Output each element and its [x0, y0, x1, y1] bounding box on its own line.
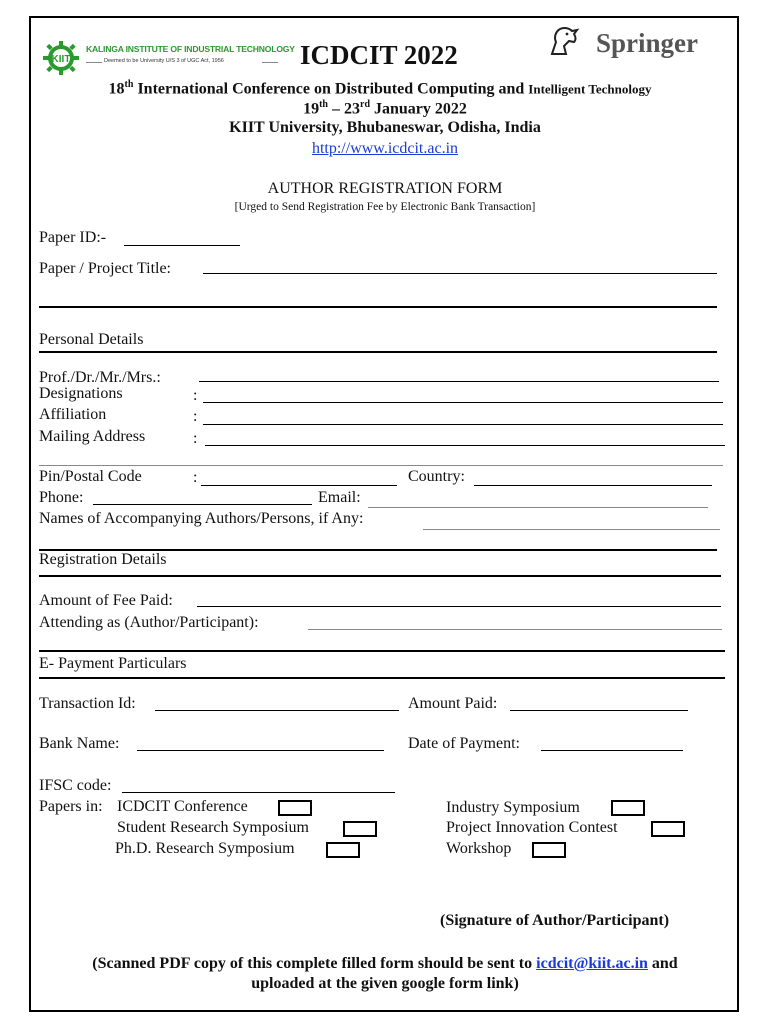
registration-details-rule [39, 575, 721, 577]
paper-title-label: Paper / Project Title: [39, 260, 171, 277]
phone-label: Phone: [39, 489, 84, 506]
payment-date-label: Date of Payment: [408, 735, 520, 752]
attending-as-input[interactable] [308, 629, 722, 630]
e-payment-rule [39, 677, 725, 679]
paper-id-input[interactable] [124, 245, 240, 246]
designation-input[interactable] [203, 402, 723, 403]
papers-in-label: Papers in: [39, 798, 103, 815]
salutation-input[interactable] [199, 381, 719, 382]
mailing-address-colon: : [193, 430, 198, 447]
pin-code-label: Pin/Postal Code [39, 468, 142, 485]
paper-id-label: Paper ID:- [39, 229, 107, 246]
affiliation-colon: : [193, 408, 198, 425]
paper-option-icdcit-label: ICDCIT Conference [117, 798, 248, 815]
paper-option-industry-label: Industry Symposium [446, 799, 580, 816]
form-subtitle: [Urged to Send Registration Fee by Electronic Bank Transaction] [234, 201, 536, 213]
institute-name: KALINGA INSTITUTE OF INDUSTRIAL TECHNOLOGY [86, 44, 295, 54]
website-link[interactable]: http://www.icdcit.ac.in [311, 140, 459, 157]
designation-label: Designations [39, 385, 123, 402]
conference-title: ICDCIT 2022 [300, 40, 458, 70]
transaction-id-label: Transaction Id: [39, 695, 136, 712]
footer-note-line1: (Scanned PDF copy of this complete filled form should be sent to icdcit@kiit.ac.in and [92, 955, 678, 972]
signature-label: (Signature of Author/Participant) [440, 912, 670, 929]
ifsc-code-input[interactable] [122, 792, 395, 793]
springer-wordmark: Springer [596, 28, 699, 58]
email-label: Email: [318, 489, 361, 506]
form-title: AUTHOR REGISTRATION FORM [267, 180, 503, 197]
accompanying-label: Names of Accompanying Authors/Persons, if Any: [39, 510, 364, 527]
paper-title-input-line2[interactable] [39, 306, 717, 308]
subtitle-rule-right [262, 62, 278, 63]
paper-title-input[interactable] [203, 273, 717, 274]
salutation-label: Prof./Dr./Mr./Mrs.: [39, 369, 161, 386]
paper-option-phd-label: Ph.D. Research Symposium [115, 840, 295, 857]
transaction-id-input[interactable] [155, 710, 399, 711]
bank-name-label: Bank Name: [39, 735, 120, 752]
ifsc-code-label: IFSC code: [39, 777, 112, 794]
workshop-checkbox[interactable] [532, 842, 566, 858]
mailing-address-input[interactable] [205, 445, 725, 446]
springer-horse-icon [546, 24, 582, 58]
attending-as-label: Attending as (Author/Participant): [39, 614, 259, 631]
pin-code-colon: : [193, 469, 198, 486]
mailing-address-label: Mailing Address [39, 428, 146, 445]
kiit-logo [40, 40, 82, 76]
industry-symposium-checkbox[interactable] [611, 800, 645, 816]
kiit-gear-icon [40, 40, 82, 76]
footer-note-line2: uploaded at the given google form link) [251, 975, 519, 992]
contact-email-link[interactable]: icdcit@kiit.ac.in [536, 955, 648, 972]
personal-details-rule [39, 351, 717, 353]
mailing-address-input-line2[interactable] [39, 465, 723, 466]
registration-details-heading: Registration Details [39, 551, 167, 568]
registration-end-rule [39, 650, 725, 652]
ordinal: 18 [108, 80, 125, 98]
icdcit-conference-checkbox[interactable] [278, 800, 312, 816]
phone-input[interactable] [93, 504, 312, 505]
affiliation-input[interactable] [203, 424, 723, 425]
svg-text:KIIT: KIIT [51, 54, 71, 65]
personal-details-heading: Personal Details [39, 331, 144, 348]
conference-dates: 19th – 23rd January 2022 [303, 99, 467, 118]
phd-research-checkbox[interactable] [326, 842, 360, 858]
conference-name: 18th International Conference on Distributed Computing and Intelligent Technology [108, 79, 652, 98]
email-input[interactable] [368, 507, 708, 508]
fee-paid-input[interactable] [197, 606, 721, 607]
bank-name-input[interactable] [137, 750, 384, 751]
affiliation-label: Affiliation [39, 406, 107, 423]
country-input[interactable] [474, 485, 712, 486]
amount-paid-label: Amount Paid: [408, 695, 498, 712]
paper-option-workshop-label: Workshop [446, 840, 512, 857]
subtitle-rule-left [86, 62, 102, 63]
student-research-checkbox[interactable] [343, 821, 377, 837]
country-label: Country: [408, 468, 465, 485]
designation-colon: : [193, 387, 198, 404]
payment-date-input[interactable] [541, 750, 683, 751]
paper-option-project-label: Project Innovation Contest [446, 819, 618, 836]
amount-paid-input[interactable] [510, 710, 688, 711]
e-payment-heading: E- Payment Particulars [39, 655, 187, 672]
accompanying-input[interactable] [423, 529, 720, 530]
venue: KIIT University, Bhubaneswar, Odisha, India [229, 119, 541, 136]
paper-option-student-label: Student Research Symposium [117, 819, 309, 836]
pin-code-input[interactable] [201, 485, 397, 486]
project-innovation-checkbox[interactable] [651, 821, 685, 837]
institute-subtitle: Deemed to be University U/S 3 of UGC Act, 1956 [104, 58, 224, 64]
fee-paid-label: Amount of Fee Paid: [39, 592, 173, 609]
